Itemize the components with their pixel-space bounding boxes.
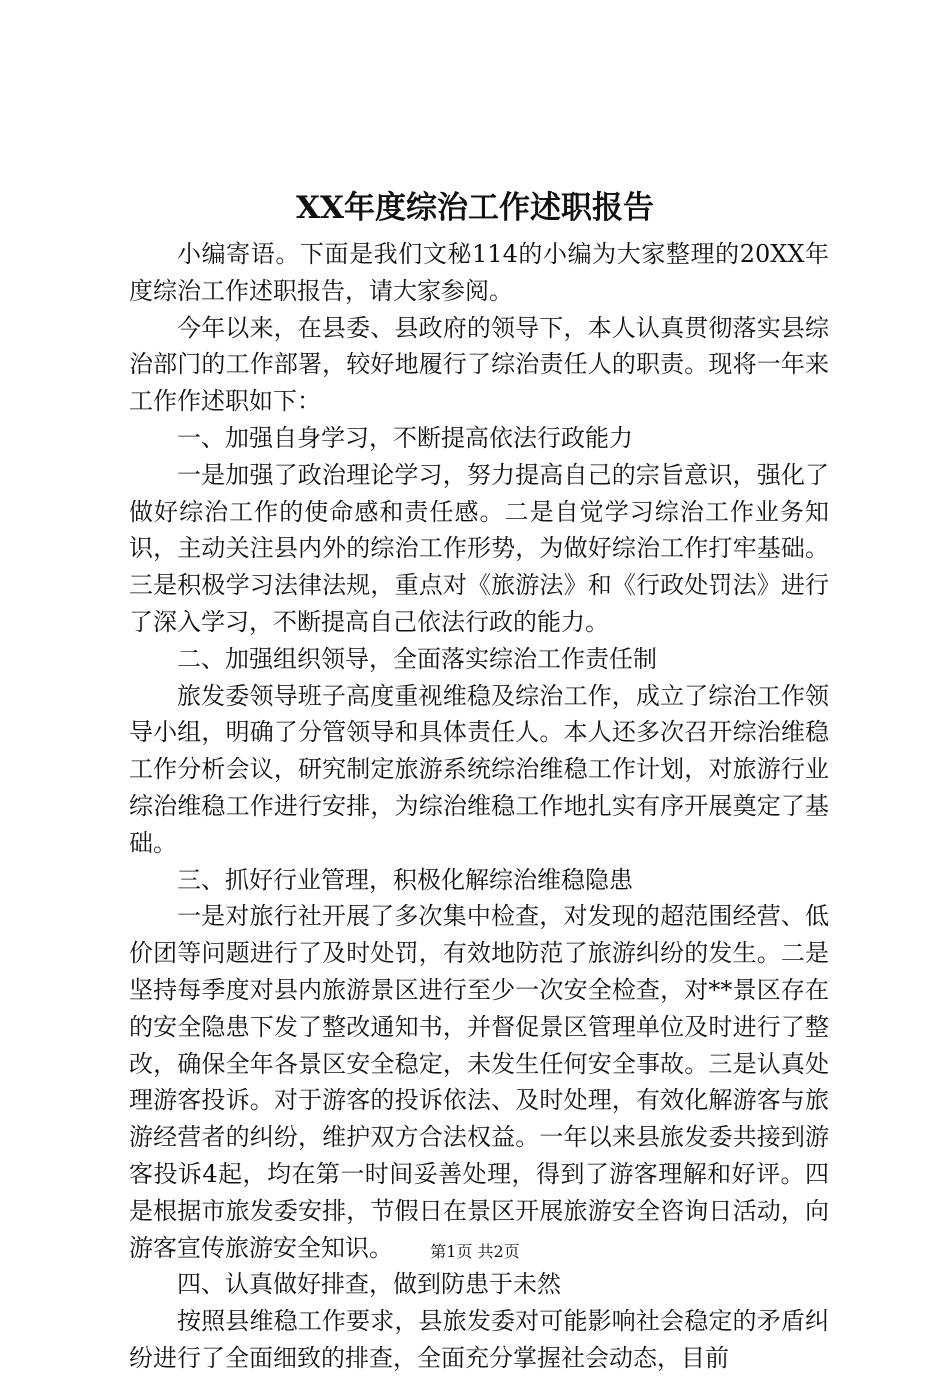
document-title: XX年度综治工作述职报告 [295,190,655,226]
document-body [129,236,829,1377]
paragraph-opening: 今年以来，在县委、县政府的领导下，本人认真贯彻落实县综治部门的工作部署，较好地履行了综治责任人的职责。现将一年来工作作述职如下： [129,313,829,416]
section-heading-3: 三、抓好行业管理，积极化解综治维稳隐患 [177,865,633,894]
paragraph-section-1: 一是加强了政治理论学习，努力提高自己的宗旨意识，强化了做好综治工作的使命感和责任感。二是自觉学习综治工作业务知识，主动关注县内外的综治工作形势，为做好综治工作打牢基础。三是积极学习法律法规，重点对《旅游法》和《行政处罚法》进行了深入学习，不断提高自己依法行政的能力。 [129,460,829,636]
paragraph-section-2: 旅发委领导班子高度重视维稳及综治工作，成立了综治工作领导小组，明确了分管领导和具体责任人。本人还多次召开综治维稳工作分析会议，研究制定旅游系统综治维稳工作计划，对旅游行业综治维稳工作进行安排，为综治维稳工作地扎实有序开展奠定了基础。 [129,681,829,857]
section-heading-4: 四、认真做好排查，做到防患于未然 [177,1270,561,1299]
page-footer: 第1页 共2页 [430,1242,520,1261]
paragraph-section-3: 一是对旅行社开展了多次集中检查，对发现的超范围经营、低价团等问题进行了及时处罚，有效地防范了旅游纠纷的发生。二是坚持每季度对县内旅游景区进行至少一次安全检查，对**景区存在的安全隐患下发了整改通知书，并督促景区管理单位及时进行了整改，确保全年各景区安全稳定，未发生任何安全事故。三是认真处理游客投诉。对于游客的投诉依法、及时处理，有效化解游客与旅游经营者的纠纷，维护双方合法权益。一年以来县旅发委共接到游客投诉4起，均在第一时间妥善处理，得到了游客理解和好评。四是根据市旅发委安排，节假日在景区开展旅游安全咨询日活动，向游客宣传旅游安全知识。 [129,902,829,1262]
paragraph-section-4: 按照县维稳工作要求，县旅发委对可能影响社会稳定的矛盾纠纷进行了全面细致的排查，全面充分掌握社会动态，目前 [129,1307,829,1372]
section-heading-1: 一、加强自身学习，不断提高依法行政能力 [177,423,633,452]
paragraph-intro: 小编寄语。下面是我们文秘114的小编为大家整理的20XX年度综治工作述职报告，请大家参阅。 [129,240,829,305]
section-heading-2: 二、加强组织领导，全面落实综治工作责任制 [177,644,657,673]
